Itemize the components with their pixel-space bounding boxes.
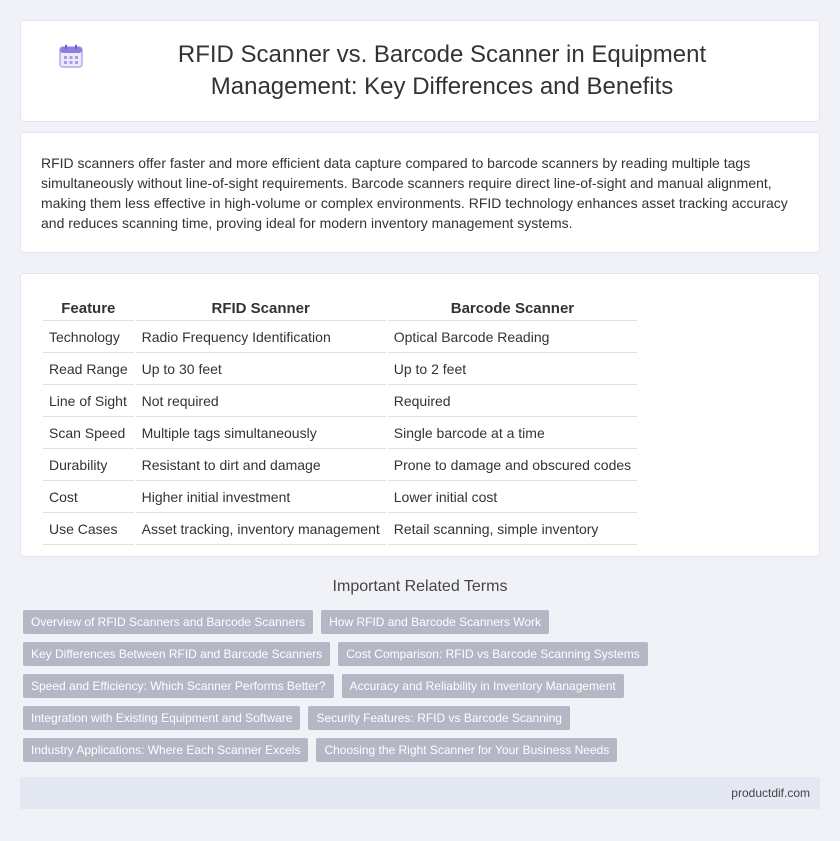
related-term-link[interactable]: Cost Comparison: RFID vs Barcode Scanning Systems	[338, 642, 647, 666]
row-rfid: Multiple tags simultaneously	[136, 419, 386, 449]
calendar-icon	[58, 43, 84, 69]
related-term-link[interactable]: Key Differences Between RFID and Barcode Scanners	[23, 642, 330, 666]
table-row	[43, 387, 637, 417]
intro-card	[20, 132, 820, 253]
row-rfid: Higher initial investment	[136, 483, 386, 513]
table-header-row	[43, 296, 637, 321]
table-row	[43, 451, 637, 481]
row-rfid: Up to 30 feet	[136, 355, 386, 385]
row-barcode: Up to 2 feet	[388, 355, 637, 385]
related-term-link[interactable]: Choosing the Right Scanner for Your Business Needs	[316, 738, 617, 762]
header-rfid: RFID Scanner	[136, 296, 386, 321]
table-row	[43, 483, 637, 513]
row-barcode: Prone to damage and obscured codes	[388, 451, 637, 481]
row-feature: Cost	[43, 483, 134, 513]
related-term-link[interactable]: How RFID and Barcode Scanners Work	[321, 610, 549, 634]
row-feature: Use Cases	[43, 515, 134, 545]
row-feature: Durability	[43, 451, 134, 481]
related-term-link[interactable]: Industry Applications: Where Each Scanner Excels	[23, 738, 308, 762]
row-rfid: Asset tracking, inventory management	[136, 515, 386, 545]
row-barcode: Single barcode at a time	[388, 419, 637, 449]
row-rfid: Radio Frequency Identification	[136, 323, 386, 353]
row-feature: Read Range	[43, 355, 134, 385]
table-row	[43, 515, 637, 545]
table-row	[43, 323, 637, 353]
related-term-link[interactable]: Accuracy and Reliability in Inventory Management	[342, 674, 624, 698]
page-title: RFID Scanner vs. Barcode Scanner in Equipment Management: Key Differences and Benefits	[177, 41, 707, 100]
header-feature: Feature	[43, 296, 134, 321]
table-row	[43, 419, 637, 449]
row-rfid: Resistant to dirt and damage	[136, 451, 386, 481]
header-card	[20, 20, 820, 122]
header-barcode: Barcode Scanner	[388, 296, 637, 321]
related-terms-title: Important Related Terms	[332, 578, 508, 595]
intro-paragraph: RFID scanners offer faster and more efficient data capture compared to barcode scanners by reading multiple tags simultaneously without line-of-sight requirements. Barcode scanners require direct line-of-sight and manual alignment, making them less effective in high-volume or complex environments. RFID technology enhances asset tracking accuracy and reduces scanning time, proving ideal for modern inventory management systems.	[41, 155, 788, 231]
row-feature: Scan Speed	[43, 419, 134, 449]
related-term-link[interactable]: Security Features: RFID vs Barcode Scanning	[308, 706, 569, 730]
footer	[20, 777, 820, 809]
footer-site-name[interactable]: productdif.com	[731, 786, 810, 800]
row-feature: Technology	[43, 323, 134, 353]
row-barcode: Required	[388, 387, 637, 417]
row-barcode: Lower initial cost	[388, 483, 637, 513]
row-feature: Line of Sight	[43, 387, 134, 417]
related-term-link[interactable]: Speed and Efficiency: Which Scanner Performs Better?	[23, 674, 334, 698]
related-term-link[interactable]: Overview of RFID Scanners and Barcode Scanners	[23, 610, 313, 634]
table-row	[43, 355, 637, 385]
comparison-card	[20, 273, 820, 557]
related-term-link[interactable]: Integration with Existing Equipment and Software	[23, 706, 300, 730]
row-barcode: Retail scanning, simple inventory	[388, 515, 637, 545]
row-rfid: Not required	[136, 387, 386, 417]
comparison-table	[41, 294, 639, 547]
row-barcode: Optical Barcode Reading	[388, 323, 637, 353]
related-terms-list	[23, 610, 823, 770]
